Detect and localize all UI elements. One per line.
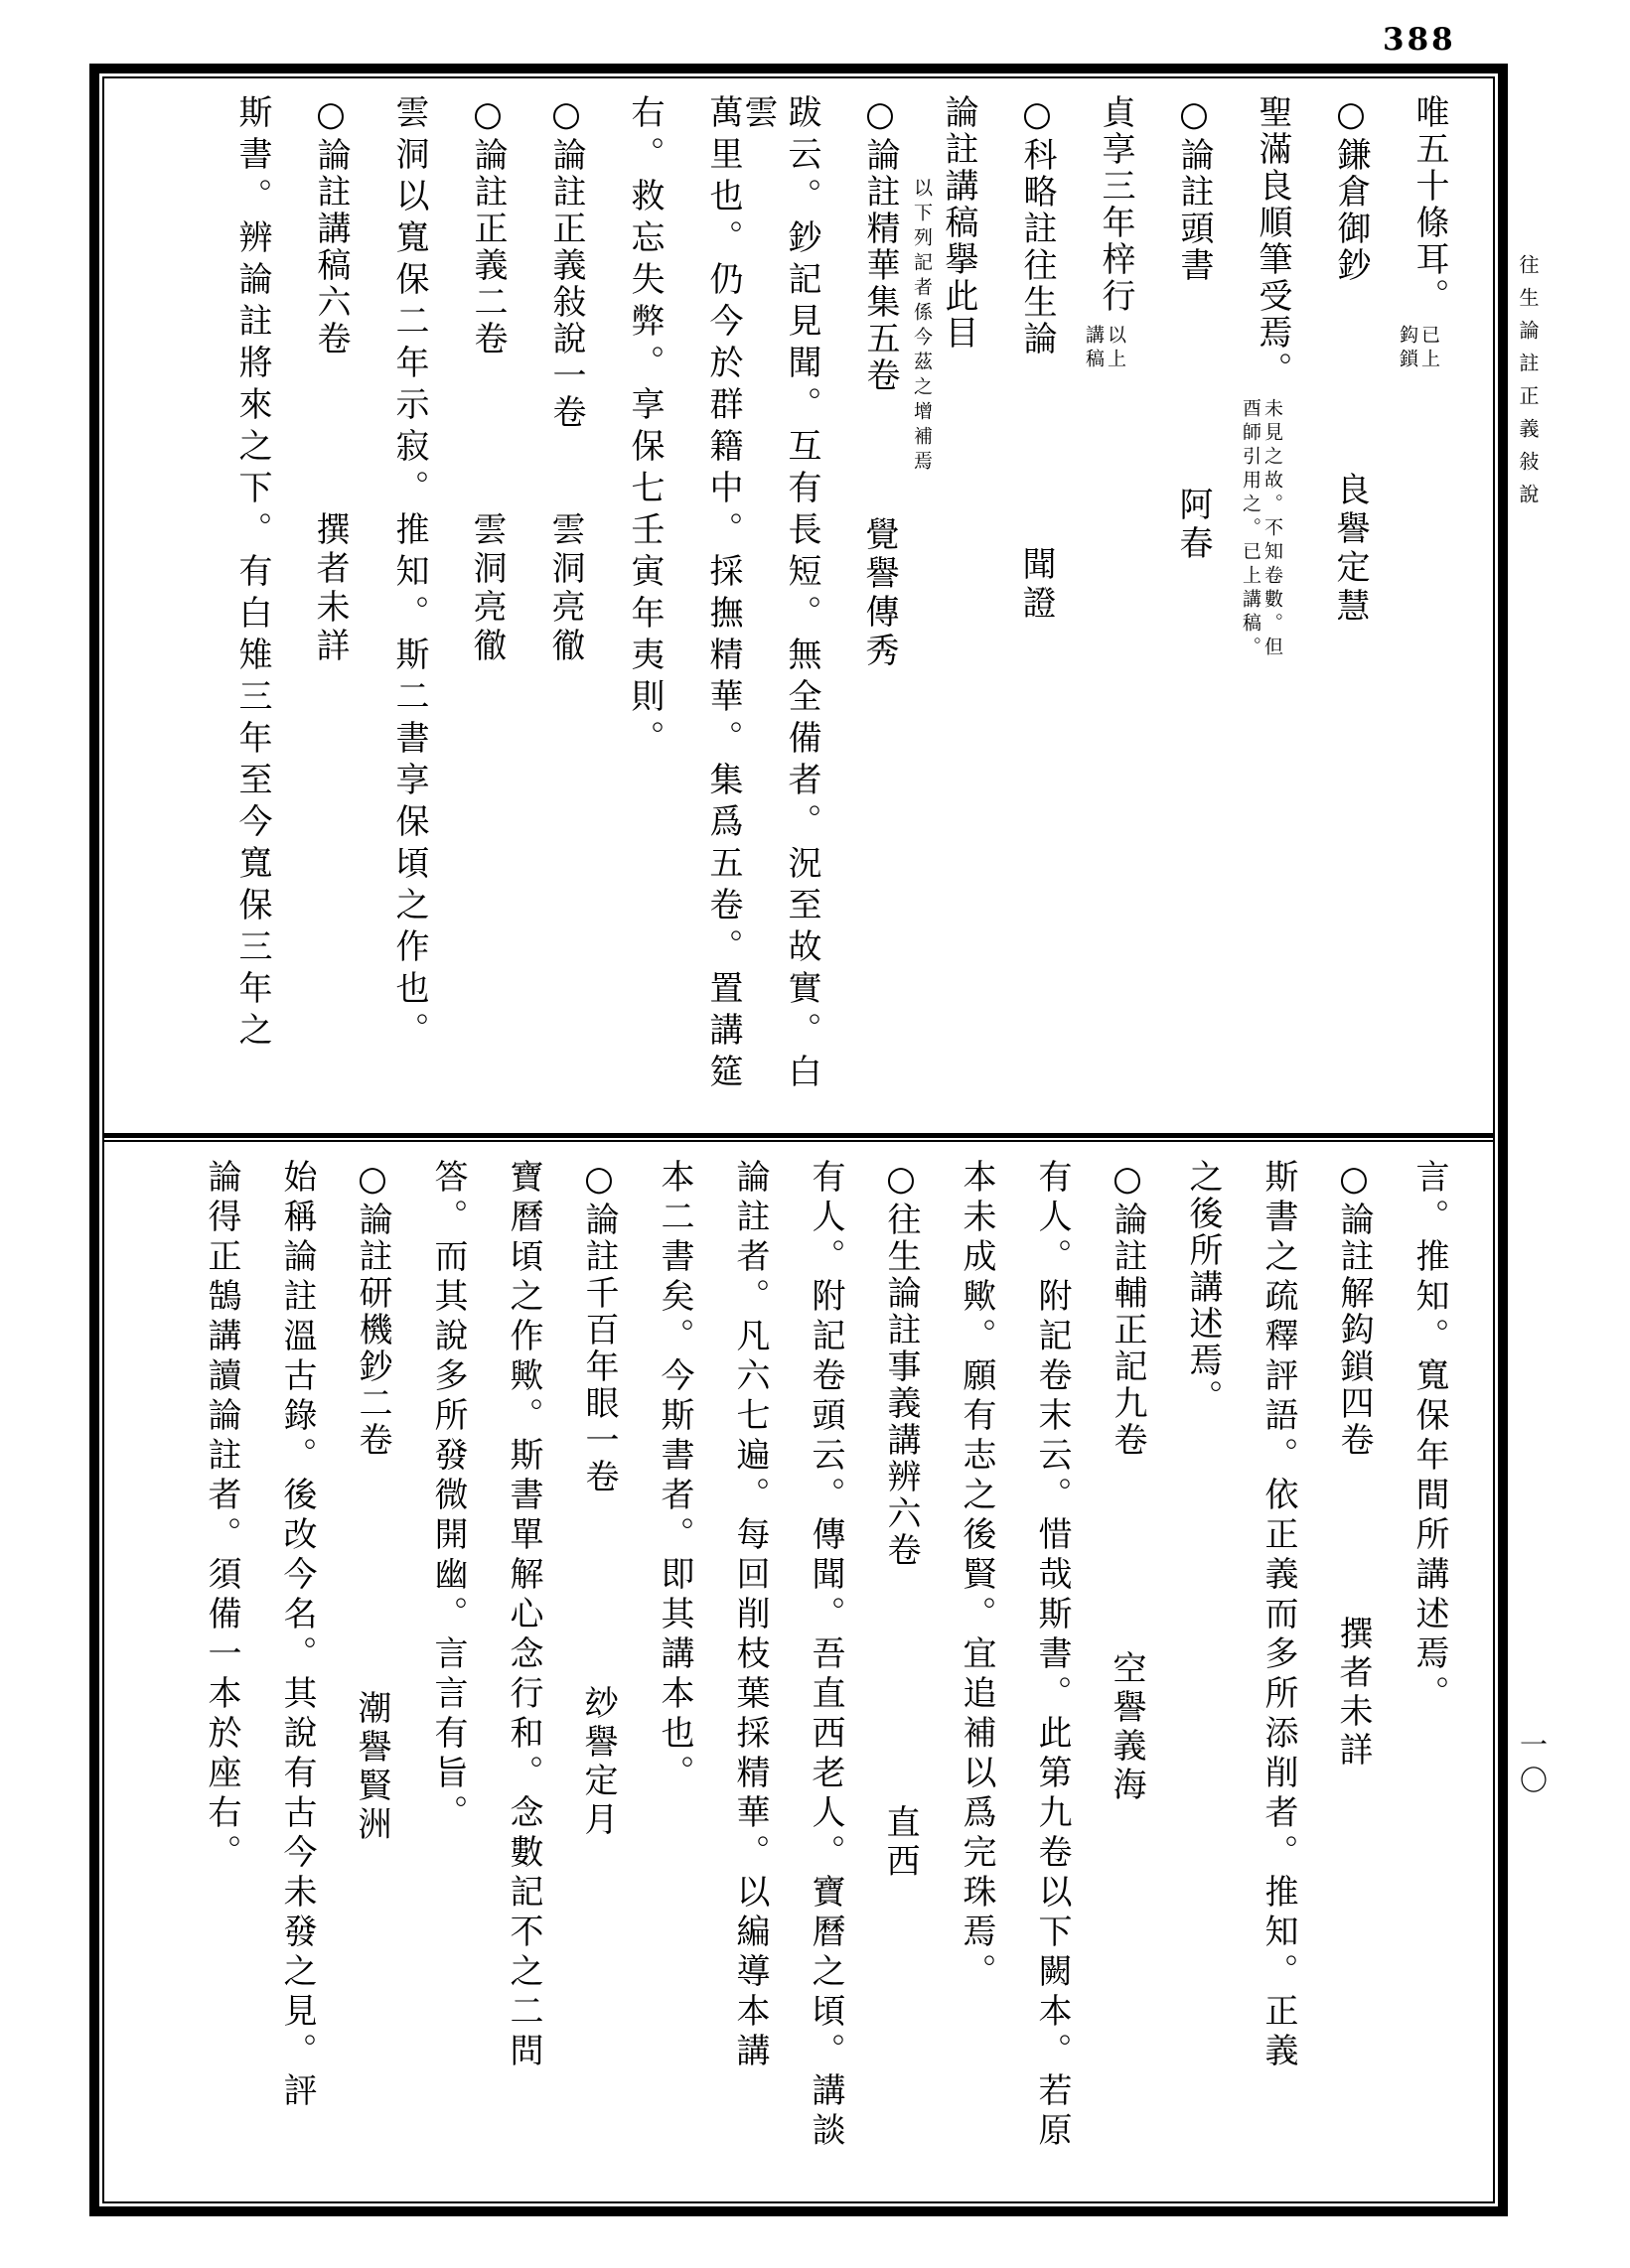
author-name: 雲洞亮徹 [545, 511, 585, 666]
author-name: 雲洞亮徹 [467, 511, 507, 666]
author-name: 直西 [880, 1804, 920, 1882]
text-column [275, 1159, 319, 2203]
column-text: 言。推知。寬保年間所講述焉。 [1409, 1159, 1449, 1715]
half-divider-rule [104, 1133, 1493, 1142]
inline-note-left-line: 鈎鎖 [1397, 325, 1418, 372]
top-half-text-block [114, 94, 1451, 1127]
column-text: ○鎌倉御鈔 [1331, 94, 1371, 284]
text-column [911, 94, 980, 1127]
text-column [544, 94, 588, 1127]
column-text: ○論註千百年眼一卷 [579, 1159, 619, 1495]
column-text: 右。救忘失弊。享保七壬寅年夷則。 [625, 94, 665, 762]
column-text: ○論註頭書 [1174, 94, 1214, 284]
column-text: 之後所講述焉。 [1183, 1159, 1223, 1416]
inline-note-right-line: 已上 [1418, 325, 1440, 372]
column-text: 雲洞以寬保二年示寂。推知。斯二書享保頃之作也。 [389, 94, 429, 1054]
divider-thin-line [104, 1140, 1493, 1142]
column-text: 寶曆頃之作歟。斯書單解心念行和。念數記不之二問 [504, 1159, 543, 2072]
column-text: 論得正鵠講讀論註者。須備一本於座右。 [202, 1159, 241, 1874]
text-column [1083, 94, 1137, 1127]
text-column [1329, 94, 1373, 1127]
text-column [653, 1159, 696, 2203]
text-column [200, 1159, 243, 2203]
column-text: ○論註輔正記九卷 [1108, 1159, 1147, 1459]
text-column [858, 94, 902, 1127]
column-text: ○論註精華集五卷 [860, 94, 900, 394]
inline-note-left-line: 講稿 [1083, 325, 1105, 372]
column-text: 萬里也。仍今於群籍中。採撫精華。集爲五卷。置講筵 [703, 94, 743, 1095]
folio-number-kanji: 一〇 [1516, 1730, 1549, 1801]
column-text: 本未成歟。願有志之後賢。宜追補以爲完珠焉。 [957, 1159, 996, 1993]
bottom-half-text-block [114, 1159, 1451, 2203]
column-text: 斯書。辨論註將來之下。有白雉三年至今寬保三年之 [232, 94, 272, 1054]
text-column [879, 1159, 923, 2203]
column-text: ○論註講稿六卷 [311, 94, 351, 357]
text-column [1015, 94, 1059, 1127]
page-number-arabic: 388 [1383, 22, 1456, 58]
text-column [623, 94, 667, 1127]
column-text: 論註講稿擧此目 [939, 94, 978, 352]
text-column [1240, 94, 1294, 1127]
text-column [309, 94, 353, 1127]
page-border-inner-rule [102, 76, 1495, 2203]
column-text: 本二書矣。今斯書者。即其講本也。 [655, 1159, 694, 1794]
author-name: 潮譽賢洲 [352, 1690, 391, 1845]
text-column [1408, 1159, 1451, 2203]
inline-note [1240, 398, 1283, 660]
text-column [728, 1159, 772, 2203]
column-text: 有人。附記卷末云。惜哉斯書。此第九卷以下闕本。若原 [1032, 1159, 1072, 2152]
text-column [1257, 1159, 1300, 2203]
inline-note [1083, 325, 1126, 372]
text-column [230, 94, 274, 1127]
inline-note-right-line: 以上 [1105, 325, 1126, 372]
column-text: 有人。附記卷頭云。傳聞。吾直西老人。寶曆之頃。講談 [806, 1159, 845, 2152]
column-text: ○論註研機鈔二卷 [353, 1159, 392, 1459]
column-text: 跋云。鈔記見聞。互有長短。無全備者。況至故實。白雲 [738, 94, 821, 1095]
author-name: 空譽義海 [1107, 1650, 1146, 1805]
side-note: 以下列記者係今茲之增補焉 [911, 178, 933, 476]
text-column [577, 1159, 621, 2203]
author-name: 良譽定慧 [1330, 472, 1370, 627]
column-text: 論註者。凡六七遍。每回削枝葉採精華。以編導本講 [730, 1159, 770, 2072]
author-name: 聞證 [1016, 546, 1056, 624]
column-text: 始稱論註溫古錄。後改今名。其說有古今未發之見。評 [277, 1159, 317, 2112]
text-column [1397, 94, 1451, 1127]
margin-running-title: 往生論註正義敍說 [1516, 254, 1540, 516]
column-text: 唯五十條耳。 [1409, 94, 1449, 315]
text-column [1030, 1159, 1074, 2203]
author-name: 撰者未詳 [310, 511, 350, 666]
column-text: ○往生論註事義講辨六卷 [881, 1159, 921, 1569]
divider-thick-line [104, 1133, 1493, 1138]
author-name: 阿春 [1173, 487, 1213, 564]
column-text: ○論註正義敍說一卷 [546, 94, 586, 431]
column-text: ○論註解鈎鎖四卷 [1334, 1159, 1374, 1459]
author-name: 撰者未詳 [1333, 1616, 1373, 1771]
text-column [351, 1159, 394, 2203]
inline-note-right-line: 未見之故。不知卷數。但 [1261, 398, 1283, 660]
text-column [466, 94, 510, 1127]
inline-note-left-line: 酉師引用之。已上講稿。 [1240, 398, 1261, 660]
text-column [1181, 1159, 1225, 2203]
column-text: 斯書之疏釋評語。依正義而多所添削者。推知。正義 [1259, 1159, 1298, 2072]
column-text: 答。而其說多所發微開幽。言言有旨。 [428, 1159, 468, 1834]
text-column [426, 1159, 470, 2203]
text-column [387, 94, 431, 1127]
author-name: 覺譽傳秀 [859, 516, 899, 671]
text-column [1332, 1159, 1376, 2203]
author-name: 玅譽定月 [578, 1685, 618, 1840]
page-border-frame [89, 64, 1508, 2216]
inline-note [1397, 325, 1440, 372]
column-text: 聖滿良順筆受焉。 [1253, 94, 1292, 388]
column-text: ○論註正義二卷 [468, 94, 508, 357]
text-column [804, 1159, 847, 2203]
text-column [701, 94, 745, 1127]
text-column [1106, 1159, 1149, 2203]
text-column [738, 94, 823, 1127]
column-text: ○科略註往生論 [1017, 94, 1057, 357]
column-text: 貞享三年梓行 [1096, 94, 1135, 315]
text-column [502, 1159, 545, 2203]
text-column [955, 1159, 998, 2203]
text-column [1172, 94, 1216, 1127]
